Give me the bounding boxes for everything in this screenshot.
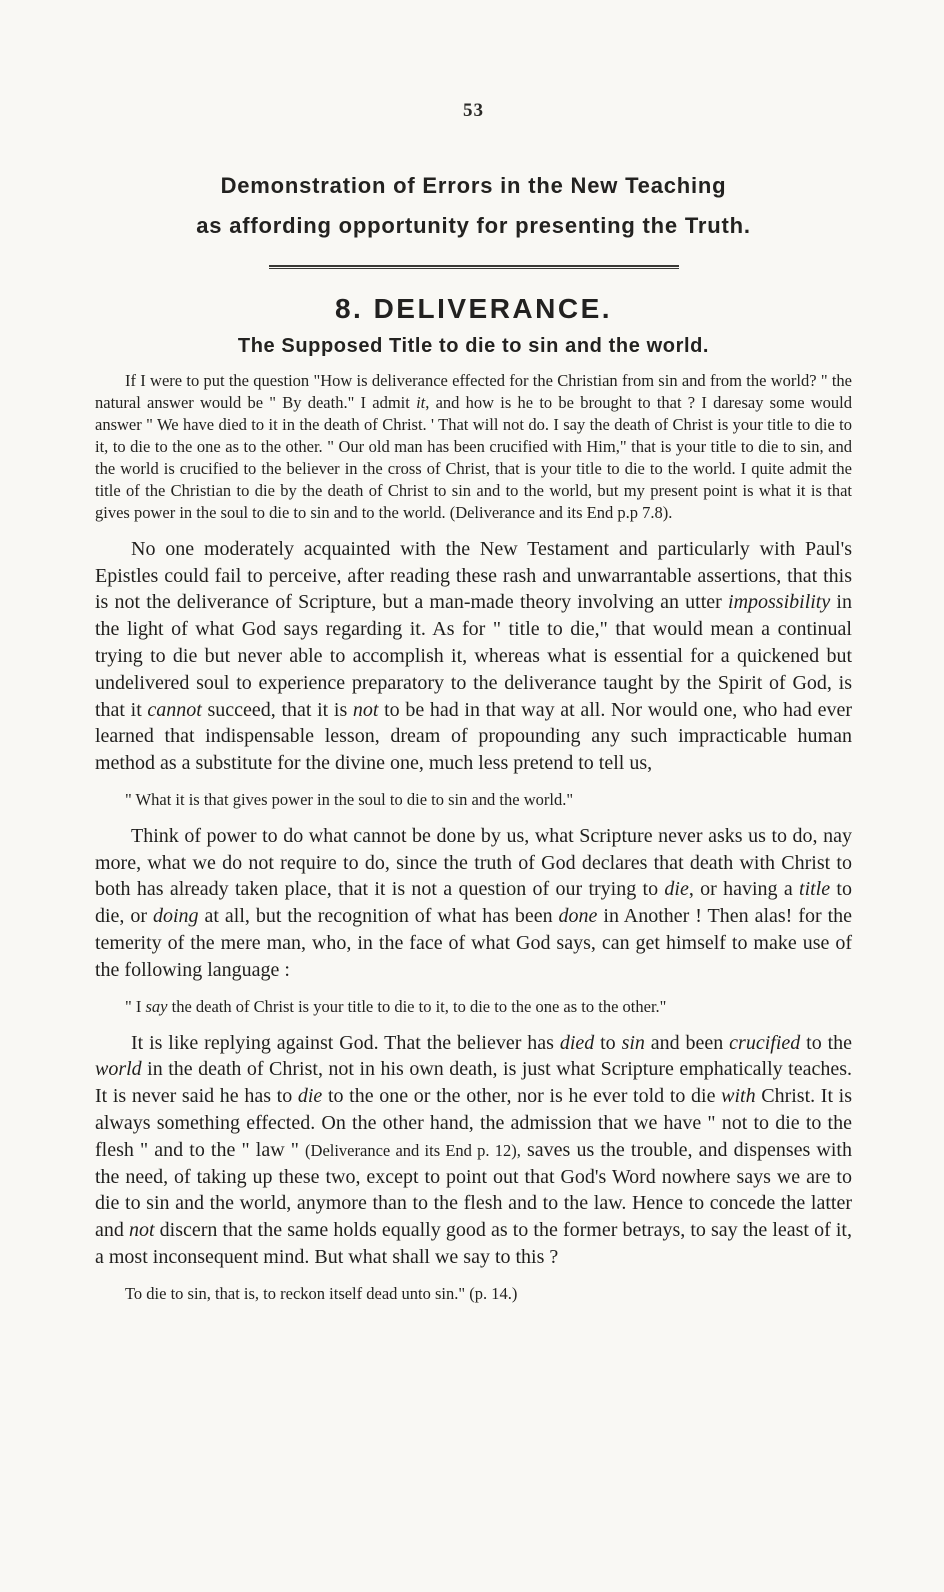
extract-quote-power: " What it is that gives power in the soul to die to sin and the world." xyxy=(125,789,574,809)
page-number: 53 xyxy=(463,100,484,121)
section-subtitle: The Supposed Title to die to sin and the world. xyxy=(237,335,710,358)
double-rule-divider xyxy=(269,265,679,269)
body-paragraph-think-of-power: Think of power to do what cannot be done by us, what Scripture never asks us to do, nay more, what we do not require to do, since the truth of God declares that death with Christ to both has already taken place, that it is not a question of our trying to die, or having a title to die, or doing at all, but the recognition of what has been done in Another ! Then alas! for the temerity of the mere man, who, in the face of what God says, can get himself to make use of the following language : xyxy=(95,824,852,981)
chapter-heading-line-1: Demonstration of Errors in the New Teaching xyxy=(220,173,727,198)
extract-quote-i-say: " I say the death of Christ is your title to die to it, to die to the one as to the other." xyxy=(125,996,667,1016)
extract-quote-deliverance: If I were to put the question "How is deliverance effected for the Christian from sin and from the world? " the natural answer would be " By death." I admit it, and how is he to be brought to that ? I daresay some would answer " We have died to it in the death of Christ. ' That will not do. I say the death of Christ is your title to die to it, to die to the one as to the other. " Our old man has been crucified with Him," that is your title to die to sin, and the world is crucified to the believer in the cross of Christ, that is your title to die to the world. I quite admit the title of the Christian to die by the death of Christ to sin and to the world, but my present point is what it is that gives power in the soul to die to sin and to the world. (Deliverance and its End p.p 7.8). xyxy=(95,371,852,522)
chapter-heading-line-2: as affording opportunity for presenting the Truth. xyxy=(196,212,751,238)
chapter-heading xyxy=(95,166,852,245)
section-title: 8. DELIVERANCE. xyxy=(334,293,613,325)
body-paragraph-rebuttal: No one moderately acquainted with the New Testament and particularly with Paul's Epistles could fail to perceive, after reading these rash and unwarrantable assertions, that this is not the deliverance of Scripture, but a man-made theory involving an utter impossibility in the light of what God says regarding it. As for " title to die," that would mean a continual trying to die but never able to accomplish it, whereas what is essential for a quickened but undelivered soul to experience preparatory to the deliverance taught by the Spirit of God, is that it cannot succeed, that it is not to be had in that way at all. Nor would one, who had ever learned that indispensable lesson, dream of propounding any such impracticable human method as a substitute for the divine one, much less pretend to tell us, xyxy=(95,537,852,775)
body-paragraph-replying-against-god: It is like replying against God. That the believer has died to sin and been crucified to the world in the death of Christ, not in his own death, is just what Scripture emphatically teaches. It is never said he has to die to the one or the other, nor is he ever told to die with Christ. It is always something effected. On the other hand, the admission that we have " not to die to the flesh " and to the " law " (Deliverance and its End p. 12), saves us the trouble, and dispenses with the need, of taking up these two, except to point out that God's Word nowhere says we are to die to sin and the world, anymore than to the flesh and to the law. Hence to concede the latter and not discern that the same holds equally good as to the former betrays, to say the least of it, a most inconsequent mind. But what shall we say to this ? xyxy=(95,1031,853,1268)
extract-quote-reckon-dead: To die to sin, that is, to reckon itself dead unto sin." (p. 14.) xyxy=(125,1283,518,1303)
